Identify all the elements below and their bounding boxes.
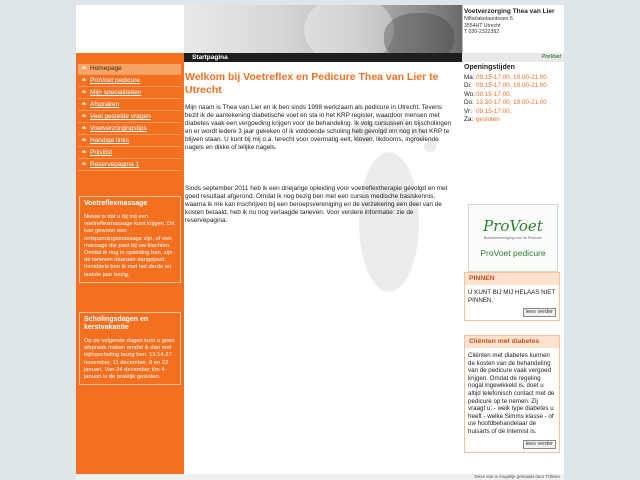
- banner-label: Startpagina: [192, 54, 228, 61]
- nav-top-bar: [76, 53, 184, 62]
- pinnen-read-more-button[interactable]: lees verder: [523, 308, 556, 317]
- opening-hours-title: Openingstijden: [464, 64, 515, 71]
- page-title: Welkom bij Voetreflex en Pedicure Thea van Lier te Utrecht: [185, 71, 439, 96]
- nav-item-label: Reservepagina 1: [90, 161, 140, 168]
- hours-row: [464, 99, 564, 107]
- foot-icon: ❧: [81, 161, 87, 168]
- hours-day: Wo:: [464, 90, 476, 98]
- provoet-logo-link[interactable]: [468, 204, 558, 272]
- photo-shadow: [384, 13, 454, 53]
- nav-item-provoet-pedicure[interactable]: [78, 76, 181, 87]
- hours-day: Za:: [464, 116, 474, 124]
- hours-day: Ma:: [464, 74, 475, 81]
- page-frame: [76, 5, 564, 480]
- schooling-box-title: Scholingsdagen en kerstvakantie: [80, 313, 180, 335]
- provoet-logo-name: ProVoet: [483, 217, 543, 235]
- header-contact: [462, 5, 564, 53]
- pinnen-title: PINNEN: [465, 273, 559, 285]
- sidebar-nav: [76, 62, 184, 480]
- diabetes-text: Cliënten met diabetes kunnen de kosten van de behandeling van de pedicure vaak vergoed krijgen. Omdat de regeling nogal ingewikkeld is, doet u altijd telefonisch contact met de pedicure op te nemen. Zij vraagt u: - welk type diabetes u heeft - welke Simms klasse - of uw hoofdbehandelaar de huisarts of de internist is.: [468, 352, 555, 435]
- intro-paragraph: Mijn naam is Thea van Lier en ik ben sinds 1998 werkzaam als pedicure in Utrecht. Tevens bezit ik de aantekening diabetische voet en sta in het KRP register, waardoor mensen met diabetes vaak een vergoeding krijgen voor de behandeling. Ik volg cursussen en bijscholingen en er wordt iedere 3 jaar gekeken of ik voldoende scholing heb gevolgd om nog in het KRP te blijven staan. U kunt bij mij o.a. terecht voor overmatig eelt, kloven, likdoorns, ingroeiende nagels en dikke of lelijke nagels.: [185, 104, 452, 151]
- massage-box-text: Nieuw is dat u bij mij een voetreflexmassage kunt krijgen. Dit kan gewoon een ontspanningsmassage zijn, of een massage die past bij uw klachten. Omdat ik nog in opleiding ben, zijn de tarieven daaraan aangepast. Inmiddels ben ik met het derde en laatste jaar bezig.: [80, 211, 180, 282]
- footer-credit[interactable]: Deze site is mogelijk gemaakt door Trilleen: [474, 474, 560, 479]
- foot-icon: ❧: [81, 101, 87, 108]
- header-blank: [76, 5, 184, 53]
- nav-item-label: Handige links: [90, 137, 130, 144]
- nav-item-label: Prijslijst: [90, 149, 113, 156]
- pinnen-box: [464, 272, 560, 321]
- nav-item-label: Mijn specialiteiten: [90, 89, 142, 96]
- nav-item-prijslijst[interactable]: [78, 148, 181, 159]
- main-content: [184, 62, 462, 480]
- hours-row: [464, 74, 564, 82]
- foot-icon: ❧: [81, 137, 87, 144]
- hours-time: 09.15-17.00, 19.00-21.00: [476, 82, 547, 90]
- phone-number: T 030-2322392: [464, 29, 500, 35]
- provoet-logo-subtitle: Branchevereniging voor de Pedicure: [483, 236, 543, 240]
- hours-day: Vr:: [464, 107, 472, 115]
- hours-row: [464, 108, 564, 116]
- hours-time: 09.15-17.00,: [476, 90, 512, 98]
- diabetes-box: [464, 335, 560, 453]
- provoet-mini-logo: ProVoet: [542, 54, 561, 60]
- foot-icon: ❧: [81, 149, 87, 156]
- nav-item-label: Homepage: [90, 65, 122, 72]
- hours-day: Di:: [464, 82, 472, 90]
- nav-item-specialiteiten[interactable]: [78, 88, 181, 99]
- provoet-caption: ProVoet pedicure: [480, 248, 546, 258]
- header-photo: [184, 5, 462, 53]
- pinnen-text: U KUNT BIJ MIJ HELAAS NIET PINNEN.: [468, 289, 556, 304]
- hours-time: 09.15-17.00, 19.00-21.00: [476, 74, 547, 81]
- training-paragraph: Sinds september 2011 heb ik een driejarige opleiding voor voetreflextherapie gevolgd en met goed resultaat afgerond. Omdat ik nog bezig ben met een cursus medische basiskennis, waarna ik me kan inschrijven bij een beroepsvereniging en de verzekering een deel van de kosten betaald, heb ik nu nog verlaagde tarieven. Voor verdere informatie: zie de reservepagina.: [185, 185, 448, 224]
- nav-item-links[interactable]: [78, 136, 181, 147]
- logo-bar: [462, 53, 564, 62]
- nav-item-label: Veel gestelde vragen: [90, 113, 151, 120]
- nav-item-label: ProVoet pedicure: [90, 77, 140, 84]
- address-line-1: Niftarlakelaantsoen 6: [464, 16, 513, 22]
- schooling-box-text: Op de volgende dagen kunt u geen afspraak maken omdat ik dan met bij/nascholing bezig ben: 13,14,27 november, 11 december, 8 en 22 januari. Van 24 december t/m 4 januari is de praktijk gesloten.: [80, 335, 180, 384]
- opening-hours-list: [464, 74, 564, 124]
- hours-row: [464, 116, 564, 124]
- foot-icon: ❧: [81, 89, 87, 96]
- nav-item-label: Afspraken: [90, 101, 120, 108]
- nav-item-tips[interactable]: [78, 124, 181, 135]
- hours-time: gesloten: [476, 116, 500, 124]
- foot-icon: ❧: [81, 77, 87, 84]
- massage-box-title: Voetreflexmassage: [80, 197, 180, 211]
- foot-icon: ❧: [81, 125, 87, 132]
- hours-time: 13.30-17.00, 19.00-21.00: [476, 99, 547, 107]
- diabetes-read-more-button[interactable]: lees verder: [523, 440, 556, 449]
- banner-bar: [184, 53, 462, 62]
- hours-row: [464, 82, 564, 90]
- nav-item-homepage[interactable]: [78, 64, 181, 75]
- footer: [76, 474, 564, 480]
- schooling-box: [79, 312, 181, 385]
- foot-icon: ❧: [81, 65, 87, 72]
- right-sidebar: [462, 62, 564, 480]
- nav-item-faq[interactable]: [78, 112, 181, 123]
- nav-item-reservepagina[interactable]: [78, 160, 181, 171]
- massage-box: [79, 196, 181, 283]
- address-line-2: 3554HT Utrecht: [464, 22, 501, 29]
- hours-day: Do:: [464, 99, 474, 107]
- hours-time: 09.15-17.00,: [476, 107, 512, 115]
- hours-row: [464, 91, 564, 99]
- foot-icon: ❧: [81, 113, 87, 120]
- photo-highlight: [304, 5, 394, 53]
- diabetes-title: Cliënten met diabetes: [465, 336, 559, 348]
- business-name: Voetverzorging Thea van Lier: [464, 8, 555, 15]
- nav-item-label: Voetverzorgingstips: [90, 125, 147, 132]
- nav-item-afspraken[interactable]: [78, 100, 181, 111]
